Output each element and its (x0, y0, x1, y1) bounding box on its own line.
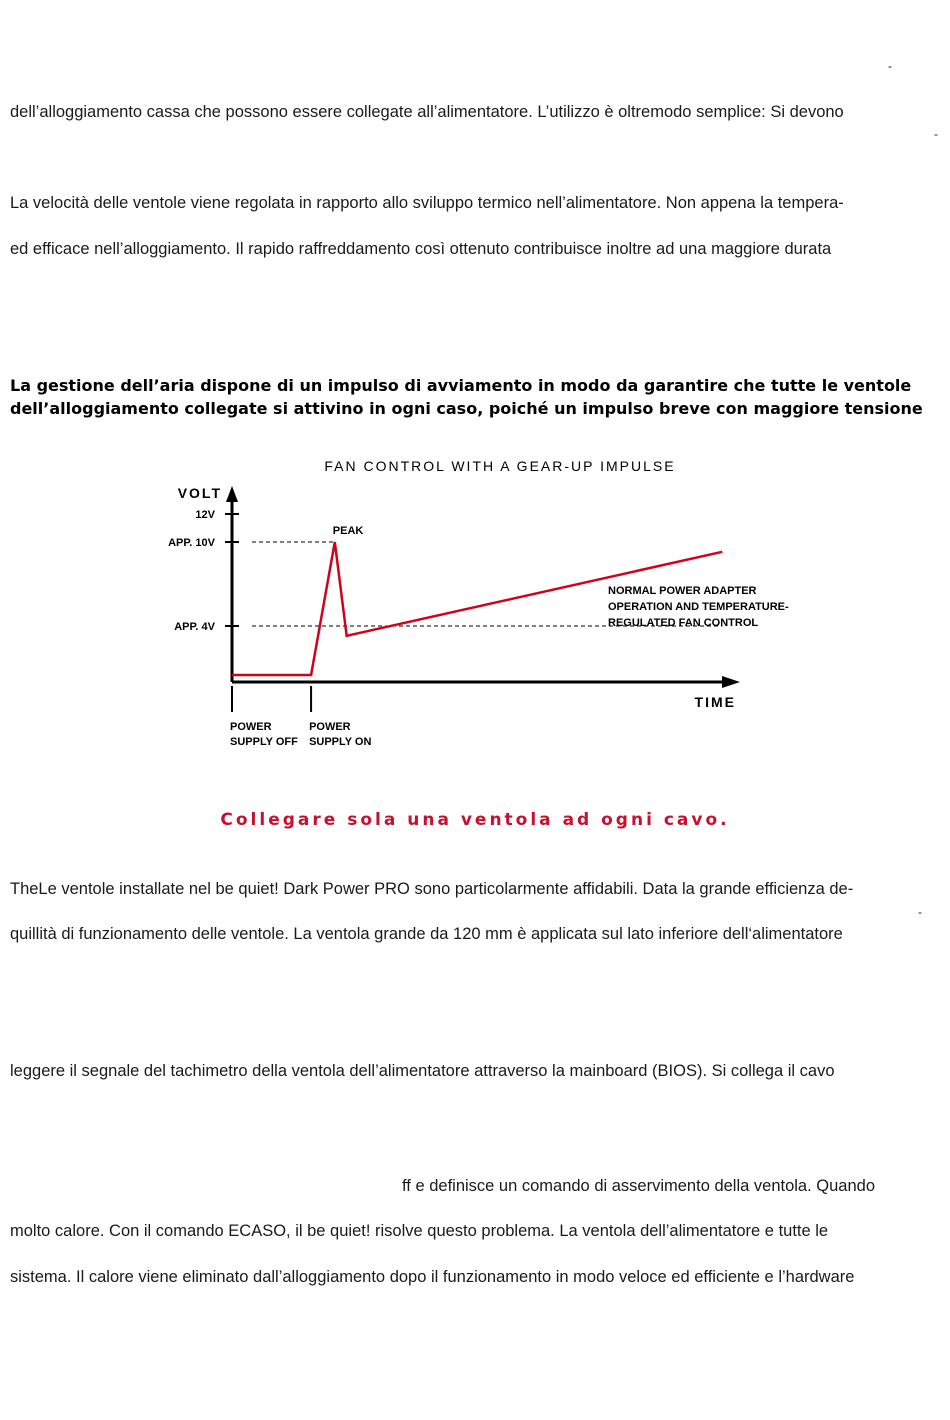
paragraph-line: quillità di funzionamento delle ventole. La ventola grande da 120 mm è applicata sul lato inferiore dell‘alimentatore (10, 925, 843, 943)
paragraph-line: molto calore. Con il comando ECASO, il be quiet! risolve questo problema. La ventola dell’alimentatore e tutte le (10, 1222, 829, 1240)
y-axis-label: VOLT (177, 485, 222, 501)
event-label: POWER (230, 721, 272, 733)
annotation-line: NORMAL POWER ADAPTER (608, 585, 757, 597)
highlight-line: dell’alloggiamento collegate si attivino in ogni caso, poiché un impulso breve con maggiore tensione (10, 399, 923, 418)
highlight-line: La gestione dell’aria dispone di un impulso di avviamento in modo da garantire che tutte le ventole (10, 376, 912, 395)
hyphen-mark: - (934, 127, 938, 141)
hyphen-mark: - (888, 59, 892, 73)
paragraph-line: dell’alloggiamento cassa che possono essere collegate all’alimentatore. L’utilizzo è oltremodo semplice: Si devono (10, 103, 844, 121)
paragraph-line: leggere il segnale del tachimetro della ventola dell’alimentatore attraverso la mainboard (BIOS). Si collega il cavo (10, 1062, 835, 1080)
hyphen-mark: - (918, 905, 922, 919)
annotation-line: REGULATED FAN CONTROL (608, 617, 759, 629)
warning-note: Collegare sola una ventola ad ogni cavo. (220, 810, 730, 830)
event-label: SUPPLY OFF (230, 736, 298, 748)
y-tick-label: APP. 10V (168, 537, 215, 549)
paragraph-line: La velocità delle ventole viene regolata in rapporto allo sviluppo termico nell’alimentatore. Non appena la tempera- (10, 194, 844, 212)
event-label: POWER (309, 721, 351, 733)
x-axis-arrow (722, 676, 740, 688)
x-axis-label: TIME (694, 694, 736, 710)
paragraph-line: sistema. Il calore viene eliminato dall’alloggiamento dopo il funzionamento in modo veloce ed efficiente e l’hardware (10, 1268, 855, 1286)
peak-annotation: PEAK (332, 525, 364, 537)
y-tick-label: APP. 4V (174, 621, 215, 633)
y-tick-label: 12V (195, 509, 215, 521)
event-label: SUPPLY ON (309, 736, 372, 748)
chart-title: FAN CONTROL WITH A GEAR-UP IMPULSE (324, 458, 676, 474)
annotation-line: OPERATION AND TEMPERATURE- (608, 601, 789, 613)
paragraph-line: TheLe ventole installate nel be quiet! Dark Power PRO sono particolarmente affidabili. Data la grande efficienza de- (10, 880, 854, 898)
y-axis-arrow (226, 486, 238, 502)
fan-control-chart (150, 450, 810, 760)
paragraph-line: ff e definisce un comando di asservimento della ventola. Quando (402, 1177, 875, 1195)
paragraph-line: ed efficace nell’alloggiamento. Il rapido raffreddamento così ottenuto contribuisce inoltre ad una maggiore durata (10, 240, 832, 258)
